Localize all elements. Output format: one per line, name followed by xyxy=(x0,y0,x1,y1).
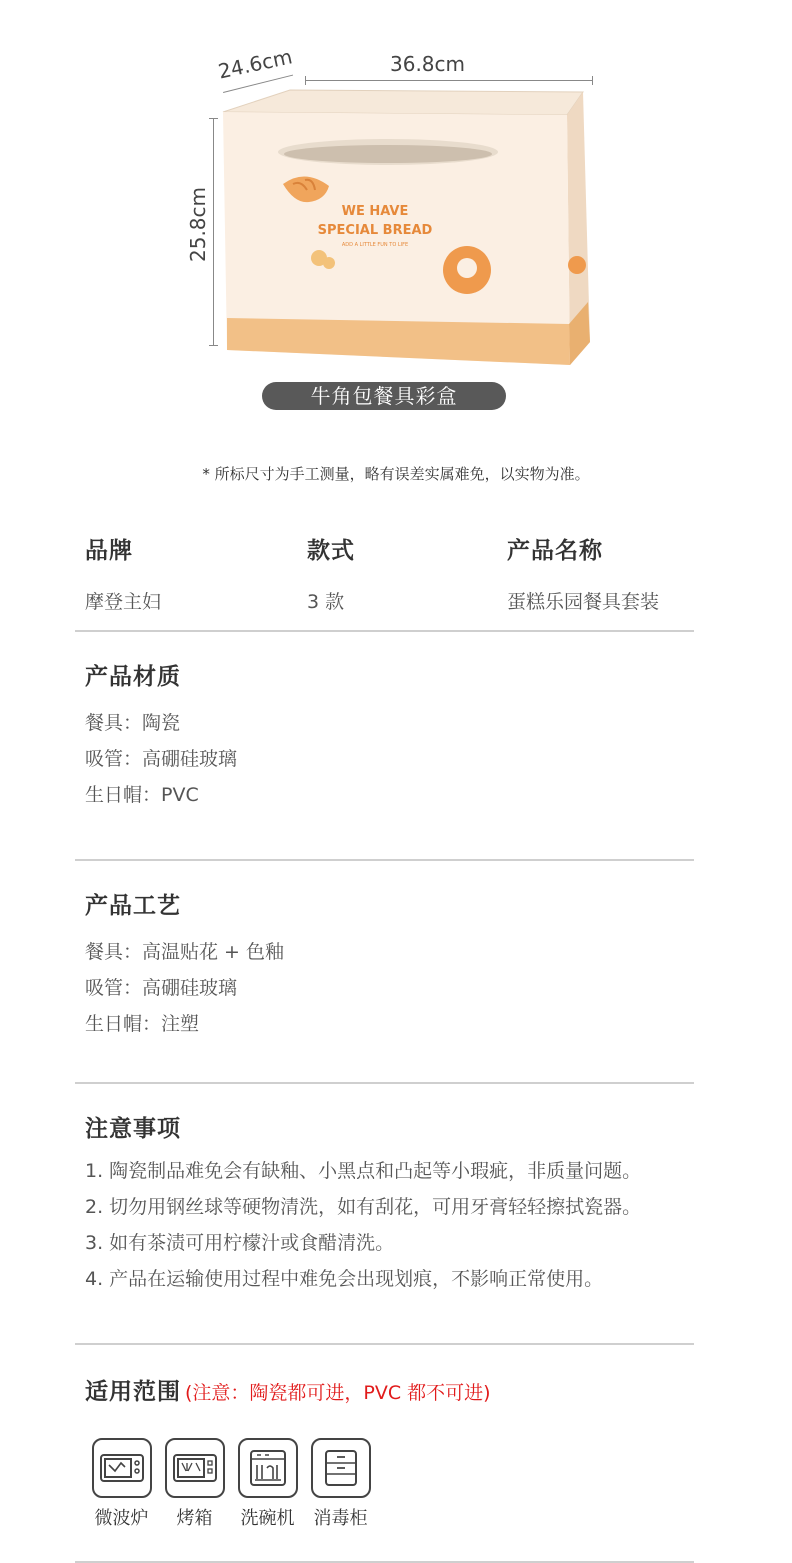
material-line: 吸管：高硼硅玻璃 xyxy=(85,748,238,770)
care-section xyxy=(75,1110,694,1345)
style-cell xyxy=(297,520,497,630)
usage-section xyxy=(75,1373,694,1563)
product-name-cell xyxy=(497,520,694,630)
usage-label: 洗碗机 xyxy=(240,1508,295,1529)
craft-line: 吸管：高硼硅玻璃 xyxy=(85,977,238,999)
usage-warning: (注意：陶瓷都可进，PVC 都不可进) xyxy=(185,1382,491,1404)
style-value: 3 款 xyxy=(307,591,345,613)
usage-item-sterilizer xyxy=(304,1438,377,1530)
material-section xyxy=(75,658,694,861)
usage-item-oven xyxy=(158,1438,231,1530)
craft-section xyxy=(75,887,694,1084)
product-figure xyxy=(0,0,792,420)
usage-header xyxy=(85,1373,694,1406)
sterilizer-cabinet-icon xyxy=(311,1438,371,1498)
height-label: 25.8cm xyxy=(186,186,210,262)
box-text-line1: WE HAVE xyxy=(341,204,409,219)
usage-label: 消毒柜 xyxy=(313,1508,368,1529)
material-line: 餐具：陶瓷 xyxy=(85,712,181,734)
measurement-note: * 所标尺寸为手工测量，略有误差实属难免，以实物为准。 xyxy=(202,465,590,483)
material-line: 生日帽：PVC xyxy=(85,784,199,806)
product-name-value: 蛋糕乐园餐具套装 xyxy=(507,591,660,613)
care-title: 注意事项 xyxy=(85,1116,181,1142)
craft-title: 产品工艺 xyxy=(85,893,181,919)
depth-label: 24.6cm xyxy=(216,44,295,84)
usage-item-microwave xyxy=(85,1438,158,1530)
usage-label: 烤箱 xyxy=(176,1508,213,1529)
material-title: 产品材质 xyxy=(85,664,181,690)
box-caption: 牛角包餐具彩盒 xyxy=(262,382,506,410)
craft-line: 餐具：高温贴花 + 色釉 xyxy=(85,941,284,963)
care-line: 1. 陶瓷制品难免会有缺釉、小黑点和凸起等小瑕疵，非质量问题。 xyxy=(85,1160,642,1182)
usage-title: 适用范围 xyxy=(85,1379,181,1405)
brand-label: 品牌 xyxy=(85,538,133,564)
basic-info-row xyxy=(75,520,694,632)
care-line: 4. 产品在运输使用过程中难免会出现划痕，不影响正常使用。 xyxy=(85,1268,604,1290)
product-name-label: 产品名称 xyxy=(507,538,603,564)
craft-line: 生日帽：注塑 xyxy=(85,1013,200,1035)
style-label: 款式 xyxy=(307,538,355,564)
box-text-line2: SPECIAL BREAD xyxy=(317,223,433,238)
brand-cell xyxy=(75,520,297,630)
usage-item-dishwasher xyxy=(231,1438,304,1530)
gift-box-illustration xyxy=(205,80,605,375)
care-line: 3. 如有茶渍可用柠檬汁或食醋清洗。 xyxy=(85,1232,395,1254)
care-line: 2. 切勿用钢丝球等硬物清洗，如有刮花，可用牙膏轻轻擦拭瓷器。 xyxy=(85,1196,642,1218)
usage-label: 微波炉 xyxy=(94,1508,149,1529)
box-text-line3: ADD A LITTLE FUN TO LIFE xyxy=(341,242,409,248)
width-label: 36.8cm xyxy=(390,52,466,76)
product-specs xyxy=(75,520,694,1563)
microwave-icon xyxy=(92,1438,152,1498)
usage-icons xyxy=(85,1438,694,1530)
brand-value: 摩登主妇 xyxy=(85,591,162,613)
oven-icon xyxy=(165,1438,225,1498)
dishwasher-icon xyxy=(238,1438,298,1498)
